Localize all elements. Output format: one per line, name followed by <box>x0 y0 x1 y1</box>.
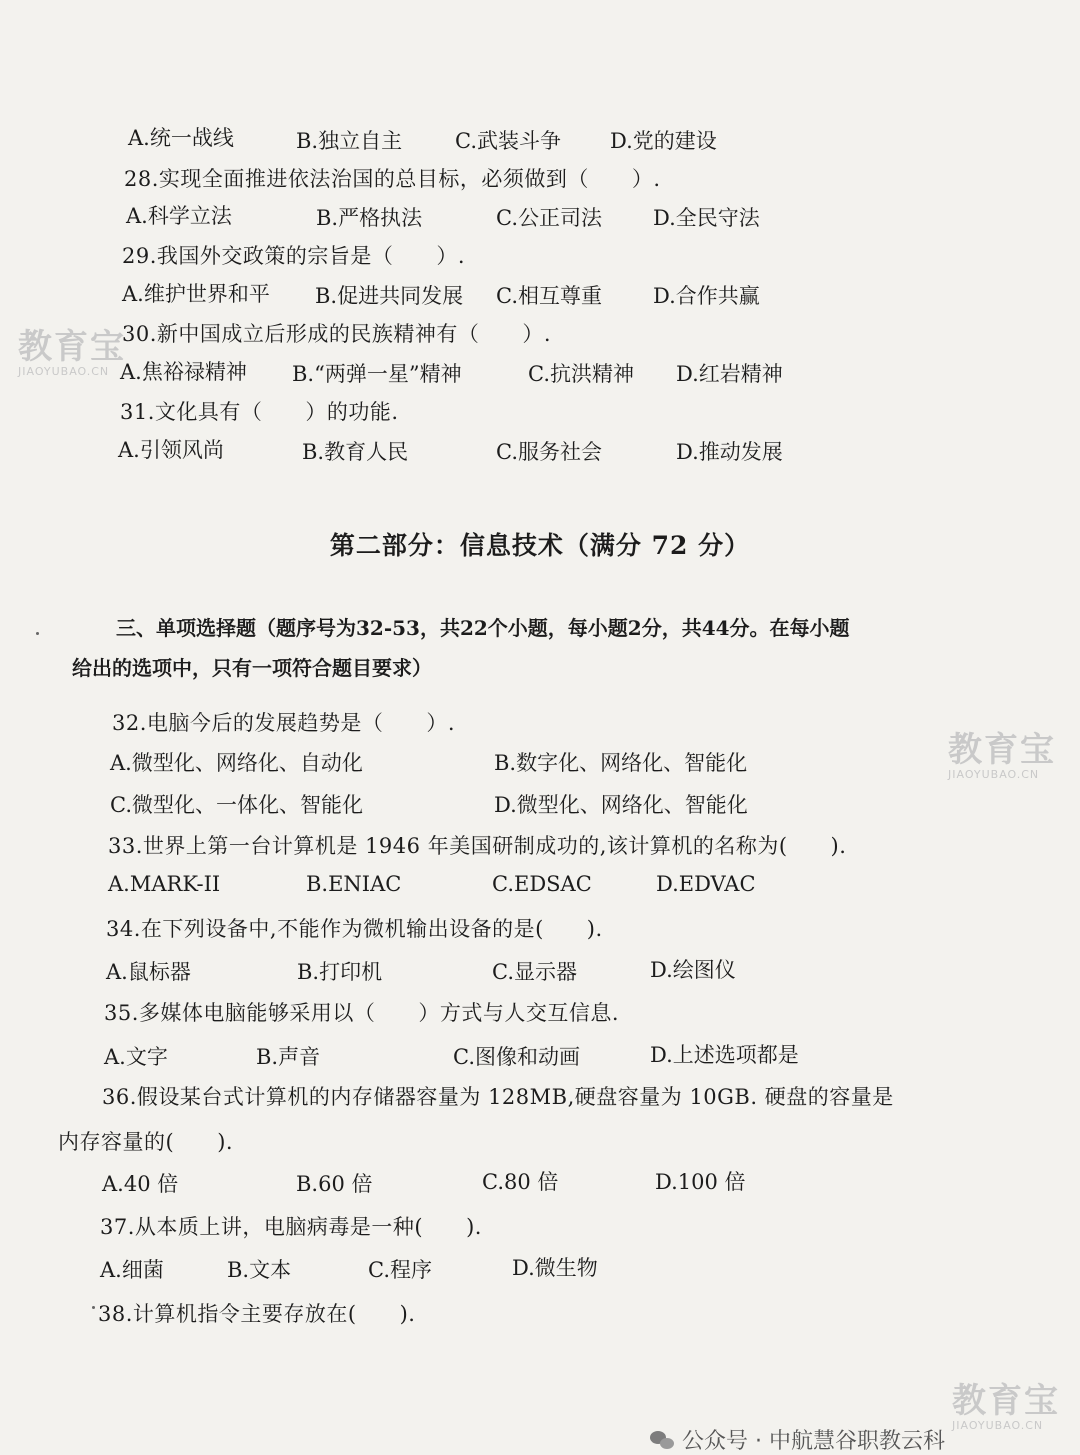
q35-stem: 35.多媒体电脑能够采用以（ ）方式与人交互信息. <box>104 1001 620 1025</box>
q37-option-a: A.细菌 <box>100 1258 164 1282</box>
q38-stem: 38.计算机指令主要存放在( ). <box>98 1302 416 1326</box>
q33-option-a: A.MARK-II <box>108 872 221 896</box>
q36-option-d: D.100 倍 <box>655 1170 746 1194</box>
q29-option-d: D.合作共赢 <box>653 284 760 308</box>
q37-option-c: C.程序 <box>368 1258 432 1282</box>
q32-option-d: D.微型化、网络化、智能化 <box>494 793 748 817</box>
q33-option-c: C.EDSAC <box>492 872 592 896</box>
q34-option-c: C.显示器 <box>492 960 577 984</box>
q27-option-c: C.武装斗争 <box>455 129 561 153</box>
q35-option-d: D.上述选项都是 <box>650 1043 799 1067</box>
q33-option-b: B.ENIAC <box>306 872 402 896</box>
q29-stem: 29.我国外交政策的宗旨是（ ）. <box>122 244 466 268</box>
watermark-left <box>18 327 126 378</box>
q31-option-b: B.教育人民 <box>302 440 409 464</box>
q28-option-c: C.公正司法 <box>496 206 602 230</box>
q32-stem: 32.电脑今后的发展趋势是（ ）. <box>112 711 456 735</box>
q34-stem: 34.在下列设备中,不能作为微机输出设备的是( ). <box>106 917 603 941</box>
q30-option-c: C.抗洪精神 <box>528 362 634 386</box>
q35-option-b: B.声音 <box>256 1045 321 1069</box>
instructions-line2: 给出的选项中，只有一项符合题目要求） <box>72 656 432 680</box>
q31-option-d: D.推动发展 <box>676 440 783 464</box>
q33-stem: 33.世界上第一台计算机是 1946 年美国研制成功的,该计算机的名称为( ). <box>108 834 847 858</box>
q37-option-b: B.文本 <box>227 1258 292 1282</box>
scan-speck <box>92 1306 95 1309</box>
watermark-url: JIAOYUBAO.CN <box>948 768 1040 781</box>
q29-option-a: A.维护世界和平 <box>122 282 270 306</box>
q35-option-a: A.文字 <box>104 1045 168 1069</box>
instructions-line1: 三、单项选择题（题序号为32-53，共22个小题，每小题2分，共44分。在每小题 <box>116 616 850 640</box>
q31-stem: 31.文化具有（ ）的功能. <box>120 400 399 424</box>
q30-option-a: A.焦裕禄精神 <box>120 360 247 384</box>
q37-stem: 37.从本质上讲，电脑病毒是一种( ). <box>100 1215 482 1239</box>
watermark-logo-text: 教育宝 <box>948 730 1056 770</box>
q36-option-a: A.40 倍 <box>102 1172 179 1196</box>
q31-option-c: C.服务社会 <box>496 440 602 464</box>
q37-option-d: D.微生物 <box>512 1256 598 1280</box>
q36-stem-line1: 36.假设某台式计算机的内存储器容量为 128MB,硬盘容量为 10GB. 硬盘的容量是 <box>102 1085 894 1109</box>
q29-option-b: B.促进共同发展 <box>315 284 464 308</box>
q35-option-c: C.图像和动画 <box>453 1045 580 1069</box>
q31-option-a: A.引领风尚 <box>118 438 224 462</box>
q27-option-d: D.党的建设 <box>610 129 717 153</box>
q27-option-a: A.统一战线 <box>128 126 234 150</box>
wechat-icon <box>650 1429 676 1451</box>
watermark-url: JIAOYUBAO.CN <box>952 1419 1044 1432</box>
q28-stem: 28.实现全面推进依法治国的总目标，必须做到（ ）. <box>124 167 661 191</box>
q30-stem: 30.新中国成立后形成的民族精神有（ ）. <box>122 322 552 346</box>
q34-option-b: B.打印机 <box>297 960 383 984</box>
q29-option-c: C.相互尊重 <box>496 284 602 308</box>
q28-option-d: D.全民守法 <box>653 206 760 230</box>
watermark-bottom <box>952 1381 1060 1432</box>
q30-option-d: D.红岩精神 <box>676 362 783 386</box>
watermark-url: JIAOYUBAO.CN <box>18 365 110 378</box>
q36-option-c: C.80 倍 <box>482 1170 559 1194</box>
q32-option-b: B.数字化、网络化、智能化 <box>494 751 748 775</box>
q34-option-d: D.绘图仪 <box>650 958 736 982</box>
watermark-logo-text: 教育宝 <box>952 1381 1060 1421</box>
footer-account <box>650 1424 945 1455</box>
q28-option-a: A.科学立法 <box>126 204 232 228</box>
scan-speck <box>36 632 39 635</box>
q32-option-c: C.微型化、一体化、智能化 <box>110 793 363 817</box>
q27-option-b: B.独立自主 <box>296 129 403 153</box>
q32-option-a: A.微型化、网络化、自动化 <box>110 751 363 775</box>
q33-option-d: D.EDVAC <box>656 872 756 896</box>
q28-option-b: B.严格执法 <box>316 206 423 230</box>
section-title: 第二部分：信息技术（满分 72 分） <box>329 531 751 560</box>
q36-option-b: B.60 倍 <box>296 1172 373 1196</box>
q34-option-a: A.鼠标器 <box>106 960 191 984</box>
q36-stem-line2: 内存容量的( ). <box>58 1130 234 1154</box>
watermark-right <box>948 730 1056 781</box>
footer-text: 公众号 · 中航慧谷职教云科 <box>682 1429 945 1454</box>
q30-option-b: B.“两弹一星”精神 <box>292 362 462 386</box>
watermark-logo-text: 教育宝 <box>18 327 126 367</box>
